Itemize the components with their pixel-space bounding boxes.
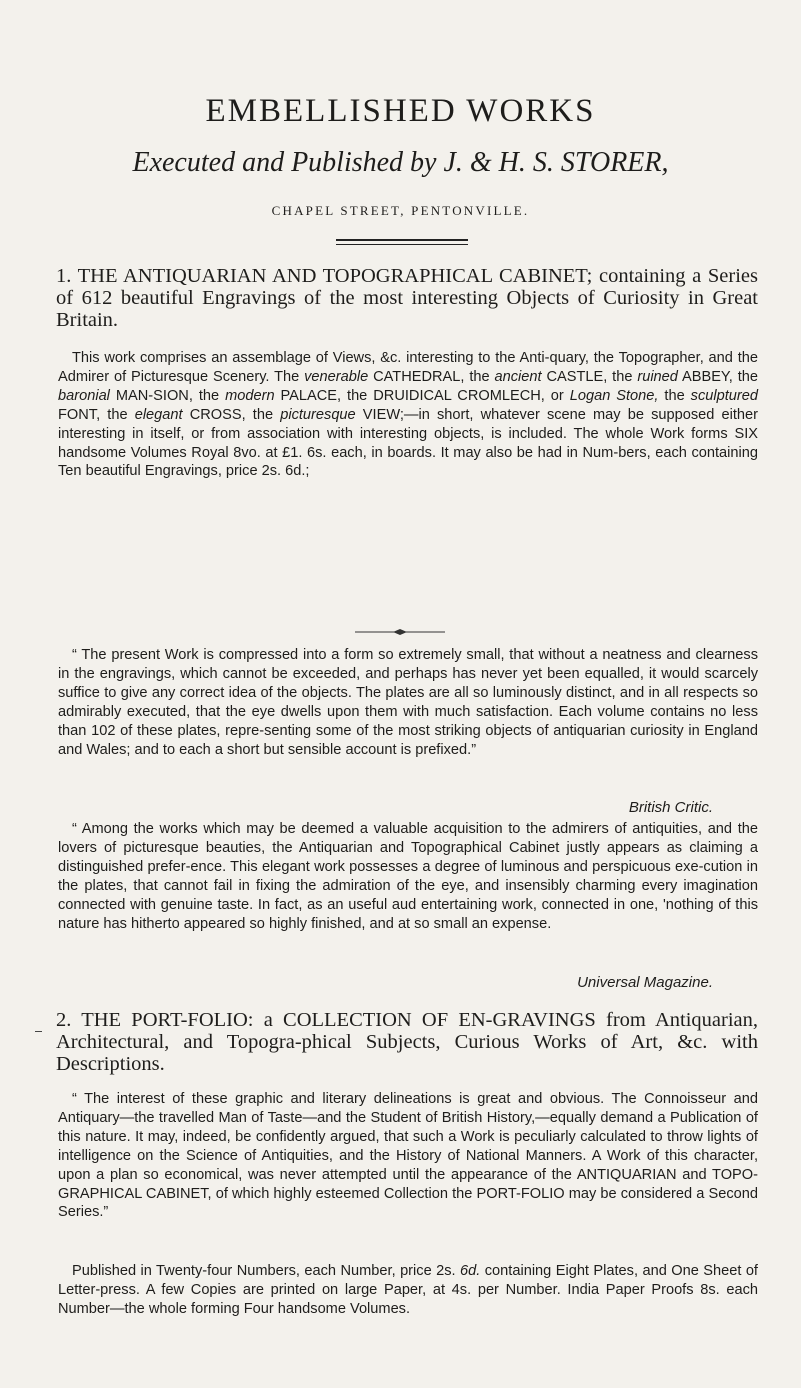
margin-mark — [35, 1031, 42, 1032]
title-rule — [336, 239, 468, 245]
page-title: EMBELLISHED WORKS — [205, 93, 596, 129]
divider-ornament — [355, 628, 445, 636]
quote-source-british-critic: British Critic. — [628, 799, 713, 816]
section-1-heading: 1. THE ANTIQUARIAN AND TOPOGRAPHICAL CABINET; containing a Series of 612 beautiful Engravings of the most interesting Objects of Curiosity in Great Britain. — [56, 265, 758, 331]
section-1-description: This work comprises an assemblage of Views, &c. interesting to the Anti-quary, the Topographer, and the Admirer of Picturesque Scenery. The venerable CATHEDRAL, the ancient CASTLE, the ruined ABBEY, the baronial MAN-SION, the modern PALACE, the DRUIDICAL CROMLECH, or Logan Stone, the sculptured FONT, the elegant CROSS, the picturesque VIEW;—in short, whatever scene may be supposed either interesting in itself, or from association with interesting objects, is included. The whole Work forms SIX handsome Volumes Royal 8vo. at £1. 6s. each, in boards. It may also be had in Num-bers, each containing Ten beautiful Engravings, price 2s. 6d.; — [58, 350, 759, 480]
section-1-quote-british-critic: “ The present Work is compressed into a form so extremely small, that without a neatness and clearness in the engravings, which cannot be exceeded, and perhaps has never yet been equalled, it would scarcely suffice to give any correct idea of the objects. The plates are all so luminously distinct, and in all respects so admirably executed, that the eye dwells upon them with much satisfaction. Each volume contains no less than 102 of these plates, repre-senting some of the most striking objects of antiquarian curiosity in England and Wales; and to each a short but sensible account is prefixed.” — [58, 647, 758, 758]
section-2-publication-details: Published in Twenty-four Numbers, each Number, price 2s. 6d. containing Eight Plates, and One Sheet of Letter-press. A few Copies are printed on large Paper, at 4s. per Number. India Paper Proofs 8s. each Number—the whole forming Four handsome Volumes. — [58, 1263, 758, 1317]
publisher-address: CHAPEL STREET, PENTONVILLE. — [271, 203, 530, 218]
quote-source-universal-magazine: Universal Magazine. — [577, 974, 713, 991]
section-2-heading: 2. THE PORT-FOLIO: a COLLECTION OF EN-GRAVINGS from Antiquarian, Architectural, and Topogra-phical Subjects, Curious Works of Art, &c. with Descriptions. — [56, 1009, 758, 1075]
section-2-quote: “ The interest of these graphic and literary delineations is great and obvious. The Connoisseur and Antiquary—the travelled Man of Taste—and the Student of British History,—equally demand a Publication of this nature. It may, indeed, be confidently argued, that such a Work is peculiarly calculated to throw lights of intelligence on the Science of Antiquities, and the History of National Manners. A Work of this character, upon a plan so economical, was never attempted until the appearance of the ANTIQUARIAN and TOPO-GRAPHICAL CABINET, of which highly esteemed Collection the PORT-FOLIO may be considered a Second Series.” — [58, 1091, 758, 1221]
section-1-quote-universal-magazine: “ Among the works which may be deemed a valuable acquisition to the admirers of antiquities, and the lovers of picturesque beauties, the Antiquarian and Topographical Cabinet justly appears as claiming a distinguished prefer-ence. This elegant work possesses a degree of luminous and perspicuous exe-cution in the plates, that cannot fail in fixing the admiration of the eye, and insensibly charming every imagination connected with genuine taste. In fact, as an useful aud entertaining work, connected in one, 'nothing of this nature has hitherto appeared so highly finished, and at so small an expense. — [58, 821, 758, 932]
publisher-line: Executed and Published by J. & H. S. STORER, — [132, 147, 669, 178]
